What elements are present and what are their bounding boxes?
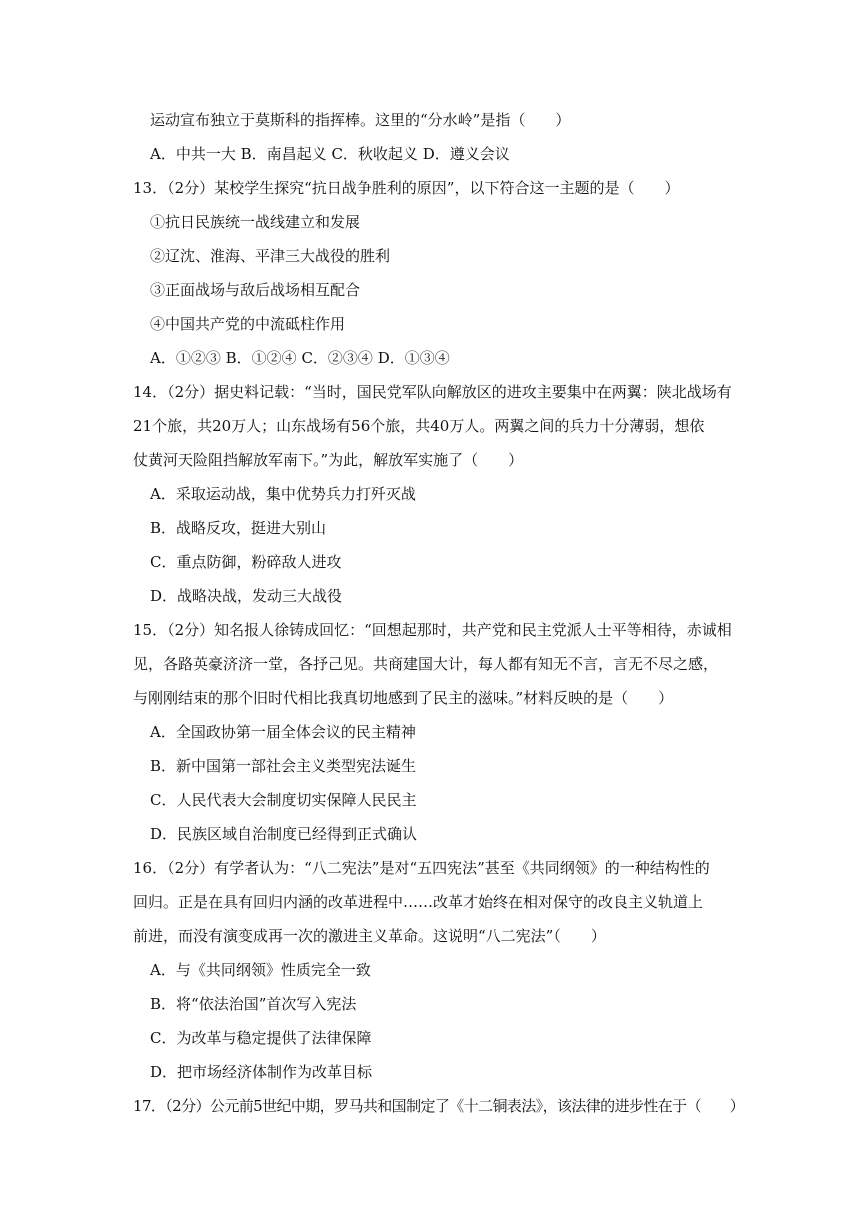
- question-14-stem-line-1: 14．（2分）据史料记载：“当时，国民党军队向解放区的进攻主要集中在两翼：陕北战场有: [133, 383, 732, 401]
- question-12-options: [150, 144, 710, 164]
- option-b[interactable]: B．①②④: [225, 349, 297, 367]
- option-c[interactable]: C．②③④: [301, 349, 373, 367]
- question-14-option-b[interactable]: B．战略反攻，挺进大别山: [150, 519, 327, 537]
- option-a[interactable]: A．中共一大: [150, 145, 236, 163]
- option-d[interactable]: D．遵义会议: [422, 145, 510, 163]
- question-16-option-b[interactable]: B．将“依法治国”首次写入宪法: [150, 995, 357, 1013]
- question-13-item-3: ③正面战场与敌后战场相互配合: [150, 281, 361, 299]
- question-13-options: [150, 348, 710, 368]
- question-13-stem: 13．（2分）某校学生探究“抗日战争胜利的原因”，以下符合这一主题的是（ ）: [133, 179, 680, 197]
- option-d[interactable]: D．①③④: [377, 349, 450, 367]
- question-12-stem-continuation: 运动宣布独立于莫斯科的指挥棒。这里的“分水岭”是指（ ）: [150, 111, 571, 129]
- option-b[interactable]: B．南昌起义: [240, 145, 327, 163]
- question-15-option-c[interactable]: C．人民代表大会制度切实保障人民民主: [150, 791, 417, 809]
- question-14-option-d[interactable]: D．战略决战，发动三大战役: [150, 587, 343, 605]
- question-16-stem-line-2: 回归。正是在具有回归内涵的改革进程中……改革才始终在相对保守的改良主义轨道上: [133, 893, 704, 911]
- question-15-option-b[interactable]: B．新中国第一部社会主义类型宪法诞生: [150, 757, 417, 775]
- question-16-option-a[interactable]: A．与《共同纲领》性质完全一致: [150, 961, 371, 979]
- question-15-stem-line-2: 见，各路英豪济济一堂，各抒己见。共商建国大计，每人都有知无不言，言无不尽之感，: [133, 655, 719, 673]
- option-a[interactable]: A．①②③: [150, 349, 221, 367]
- question-14-stem-line-2: 21个旅，共20万人；山东战场有56个旅，共40万人。两翼之间的兵力十分薄弱，想依: [133, 417, 705, 435]
- option-c[interactable]: C．秋收起义: [331, 145, 418, 163]
- question-15-option-d[interactable]: D．民族区域自治制度已经得到正式确认: [150, 825, 418, 843]
- question-13-item-2: ②辽沈、淮海、平津三大战役的胜利: [150, 247, 391, 265]
- question-16-stem-line-1: 16．（2分）有学者认为：“八二宪法”是对“五四宪法”甚至《共同纲领》的一种结构性的: [133, 859, 710, 877]
- question-17-stem: 17．（2分）公元前5世纪中期，罗马共和国制定了《十二铜表法》，该法律的进步性在于（ ）: [133, 1097, 745, 1115]
- question-16-option-d[interactable]: D．把市场经济体制作为改革目标: [150, 1063, 373, 1081]
- question-14-stem-line-3: 仗黄河天险阻挡解放军南下。”为此，解放军实施了（ ）: [133, 451, 524, 469]
- question-15-option-a[interactable]: A．全国政协第一届全体会议的民主精神: [150, 723, 416, 741]
- question-15-stem-line-3: 与刚刚结束的那个旧时代相比我真切地感到了民主的滋味。”材料反映的是（ ）: [133, 689, 674, 707]
- question-14-option-c[interactable]: C．重点防御，粉碎敌人进攻: [150, 553, 342, 571]
- question-14-option-a[interactable]: A．采取运动战，集中优势兵力打歼灭战: [150, 485, 416, 503]
- question-13-item-1: ①抗日民族统一战线建立和发展: [150, 213, 361, 231]
- question-16-option-c[interactable]: C．为改革与稳定提供了法律保障: [150, 1029, 372, 1047]
- question-15-stem-line-1: 15．（2分）知名报人徐铸成回忆：“回想起那时，共产党和民主党派人士平等相待，赤诚相: [133, 621, 732, 639]
- question-16-stem-line-3: 前进，而没有演变成再一次的激进主义革命。这说明“八二宪法”（ ）: [133, 927, 606, 945]
- question-13-item-4: ④中国共产党的中流砥柱作用: [150, 315, 346, 333]
